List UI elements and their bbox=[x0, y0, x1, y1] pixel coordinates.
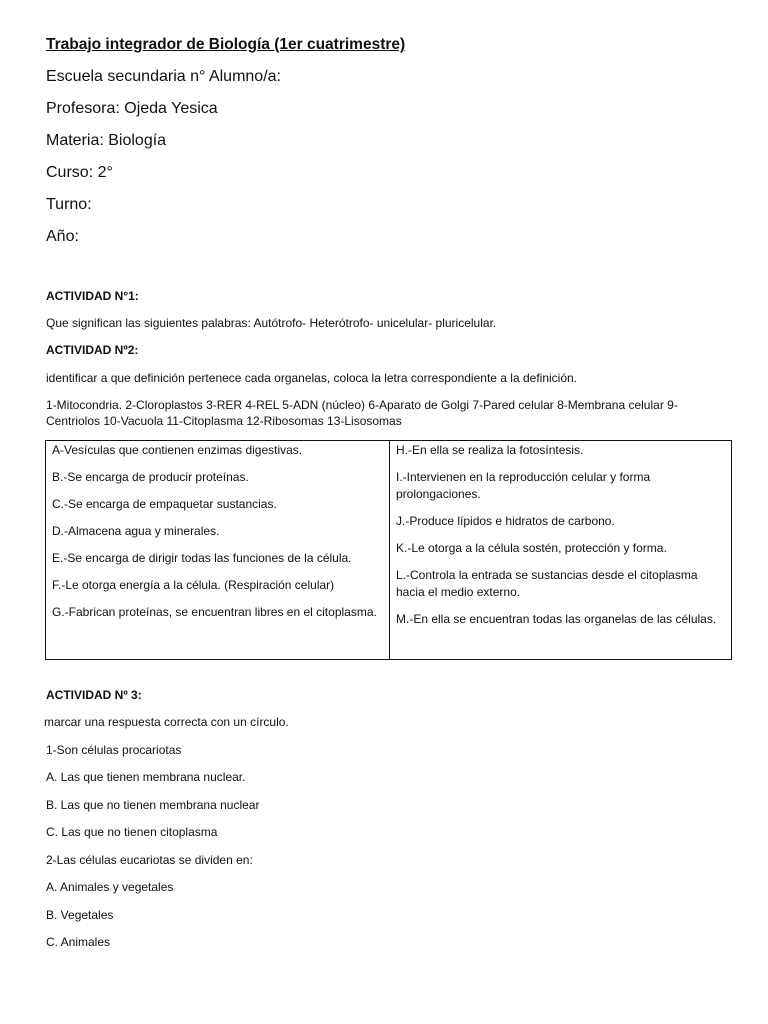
question-1: 1-Son células procariotas bbox=[46, 743, 182, 757]
definitions-left-column bbox=[46, 441, 390, 660]
definition-g: G.-Fabrican proteínas, se encuentran libres en el citoplasma. bbox=[52, 605, 377, 619]
activity-1-question: Que significan las siguientes palabras: Autótrofo- Heterótrofo- unicelular- pluricelular. bbox=[46, 316, 497, 330]
definition-j: J.-Produce lípidos e hidratos de carbono. bbox=[396, 514, 615, 528]
teacher-line: Profesora: Ojeda Yesica bbox=[46, 100, 218, 117]
definition-l: L.-Controla la entrada se sustancias desde el citoplasma hacia el medio externo. bbox=[396, 568, 698, 599]
year-line: Año: bbox=[46, 228, 79, 245]
question-1-option-c: C. Las que no tienen citoplasma bbox=[46, 825, 218, 839]
definition-i: I.-Intervienen en la reproducción celular y forma prolongaciones. bbox=[396, 470, 651, 501]
activity-2-title: ACTIVIDAD Nº2: bbox=[46, 343, 139, 357]
question-2-option-b: B. Vegetales bbox=[46, 908, 114, 922]
question-1-option-a: A. Las que tienen membrana nuclear. bbox=[46, 770, 246, 784]
question-2-option-c: C. Animales bbox=[46, 935, 111, 949]
definition-e: E.-Se encarga de dirigir todas las funciones de la célula. bbox=[52, 551, 352, 565]
question-2: 2-Las células eucariotas se dividen en: bbox=[46, 853, 253, 867]
definitions-table bbox=[45, 440, 732, 660]
organelle-list-line-2: Centriolos 10-Vacuola 11-Citoplasma 12-Ribosomas 13-Lisosomas bbox=[46, 414, 402, 428]
definition-d: D.-Almacena agua y minerales. bbox=[52, 524, 220, 538]
subject-line: Materia: Biología bbox=[46, 132, 167, 149]
activity-2-instruction: identificar a que definición pertenece cada organelas, coloca la letra correspondiente a la definición. bbox=[46, 371, 578, 385]
definition-h: H.-En ella se realiza la fotosíntesis. bbox=[396, 443, 584, 457]
definition-a: A-Vesículas que contienen enzimas digestivas. bbox=[52, 443, 303, 457]
activity-1-title: ACTIVIDAD N°1: bbox=[46, 289, 139, 303]
shift-line: Turno: bbox=[46, 196, 92, 213]
definition-c: C.-Se encarga de empaquetar sustancias. bbox=[52, 497, 277, 511]
definitions-right-column bbox=[390, 441, 732, 660]
school-line: Escuela secundaria n° Alumno/a: bbox=[46, 68, 281, 85]
definition-b: B.-Se encarga de producir proteínas. bbox=[52, 470, 249, 484]
organelle-list-line-1: 1-Mitocondria. 2-Cloroplastos 3-RER 4-REL 5-ADN (núcleo) 6-Aparato de Golgi 7-Pared celular 8-Membrana celular 9- bbox=[46, 398, 678, 412]
definition-m: M.-En ella se encuentran todas las organelas de las células. bbox=[396, 612, 717, 626]
activity-3-instruction: marcar una respuesta correcta con un círculo. bbox=[44, 715, 289, 729]
document-title: Trabajo integrador de Biología (1er cuatrimestre) bbox=[46, 36, 406, 53]
question-1-option-b: B. Las que no tienen membrana nuclear bbox=[46, 798, 260, 812]
course-line: Curso: 2° bbox=[46, 164, 113, 181]
definition-f: F.-Le otorga energía a la célula. (Respiración celular) bbox=[52, 578, 335, 592]
question-2-option-a: A. Animales y vegetales bbox=[46, 880, 174, 894]
activity-3-title: ACTIVIDAD Nº 3: bbox=[46, 688, 142, 702]
definition-k: K.-Le otorga a la célula sostén, protección y forma. bbox=[396, 541, 667, 555]
